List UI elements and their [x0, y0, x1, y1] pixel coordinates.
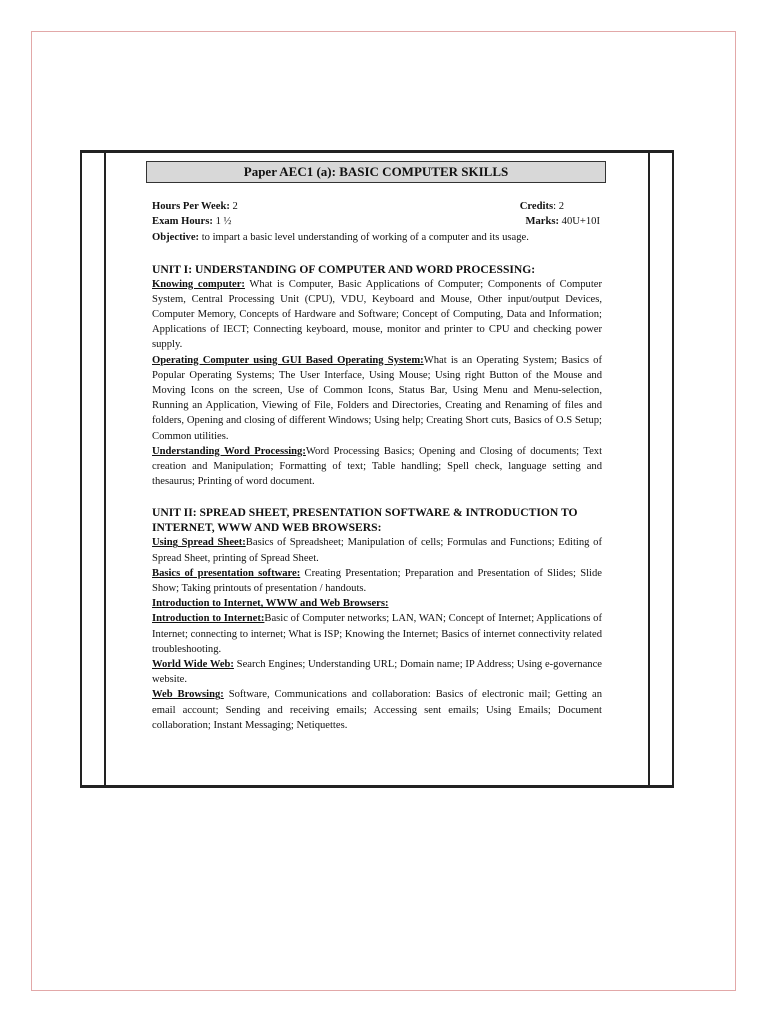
unit-2-www: World Wide Web: Search Engines; Understanding URL; Domain name; IP Address; Using e-governance website. [152, 659, 602, 686]
unit-1-title: UNIT I: UNDERSTANDING OF COMPUTER AND WORD PROCESSING: [152, 262, 536, 276]
unit-1-operating-computer: Operating Computer using GUI Based Operating System:What is an Operating System; Basics of Popular Operating Systems; The User Interface, Using Mouse; Using right Button of the Mouse and Moving Icons on the screen, Use of Common Icons, Status Bar, Using Menu and Menu-selection, Running an Application, Viewing of File, Folders and Directories, Creating and Renaming of files and folders, Opening and closing of different Windows; Using help; Creating Short cuts, Basics of O.S Setup; Common utilities. [152, 354, 602, 442]
hours-per-week: Hours Per Week: 2 [152, 201, 238, 212]
unit-2-presentation: Basics of presentation software: Creating Presentation; Preparation and Presentation of Slides; Slide Show; Taking printouts of presentation / handouts. [152, 567, 602, 595]
exam-hours: Exam Hours: 1 ½ [152, 216, 232, 228]
unit-1-knowing-computer: Knowing computer: What is Computer, Basic Applications of Computer; Components of Computer System, Central Processing Unit (CPU), VDU, Keyboard and Mouse, Other input/output Devices, Computer Memory, Concepts of Hardware and Software; Concept of Computing, Data and Information; Applications of IECT; Connecting keyboard, mouse, monitor and printer to CPU and checking power supply. [152, 278, 602, 351]
unit-2-sub-heading: Introduction to Internet, WWW and Web Browsers: [152, 598, 389, 610]
meta-row-1 [152, 199, 602, 214]
unit-1-word-processing: Understanding Word Processing:Word Processing Basics; Opening and Closing of documents; Text creation and Manipulation; Formatting of text; Table handling; Spell check, language setting and thesaurus; Printing of word document. [152, 445, 603, 488]
objective: Objective: to impart a basic level understanding of working of a computer and its usage. [152, 232, 529, 244]
right-margin-rule [648, 153, 650, 785]
scanned-document [80, 150, 674, 788]
credits: Credits: 2 [519, 201, 564, 212]
meta-row-2 [152, 214, 602, 229]
left-margin-rule [104, 153, 106, 785]
unit-2-spread-sheet: Using Spread Sheet:Basics of Spreadsheet; Manipulation of cells; Formulas and Functions; Editing of Spread Sheet, printing of Spread Sheet. [152, 537, 602, 564]
unit-2-web-browsing: Web Browsing: Software, Communications and collaboration: Basics of electronic mail; Getting an email account; Sending and receiving emails; Accessing sent emails; Using Emails; Document collaboration; Instant Messaging; Netiquettes. [152, 689, 602, 731]
marks: Marks: 40U+10I [525, 216, 600, 228]
unit-2-title: UNIT II: SPREAD SHEET, PRESENTATION SOFTWARE & INTRODUCTION TO INTERNET, WWW AND WEB BROWSERS: [152, 506, 578, 535]
document-content [152, 161, 602, 733]
document-title: Paper AEC1 (a): BASIC COMPUTER SKILLS [146, 161, 606, 183]
unit-2-internet: Introduction to Internet:Basic of Computer networks; LAN, WAN; Concept of Internet; Applications of Internet; connecting to internet; What is ISP; Knowing the Internet; Basics of internet connectivity related troubleshooting. [152, 613, 602, 655]
